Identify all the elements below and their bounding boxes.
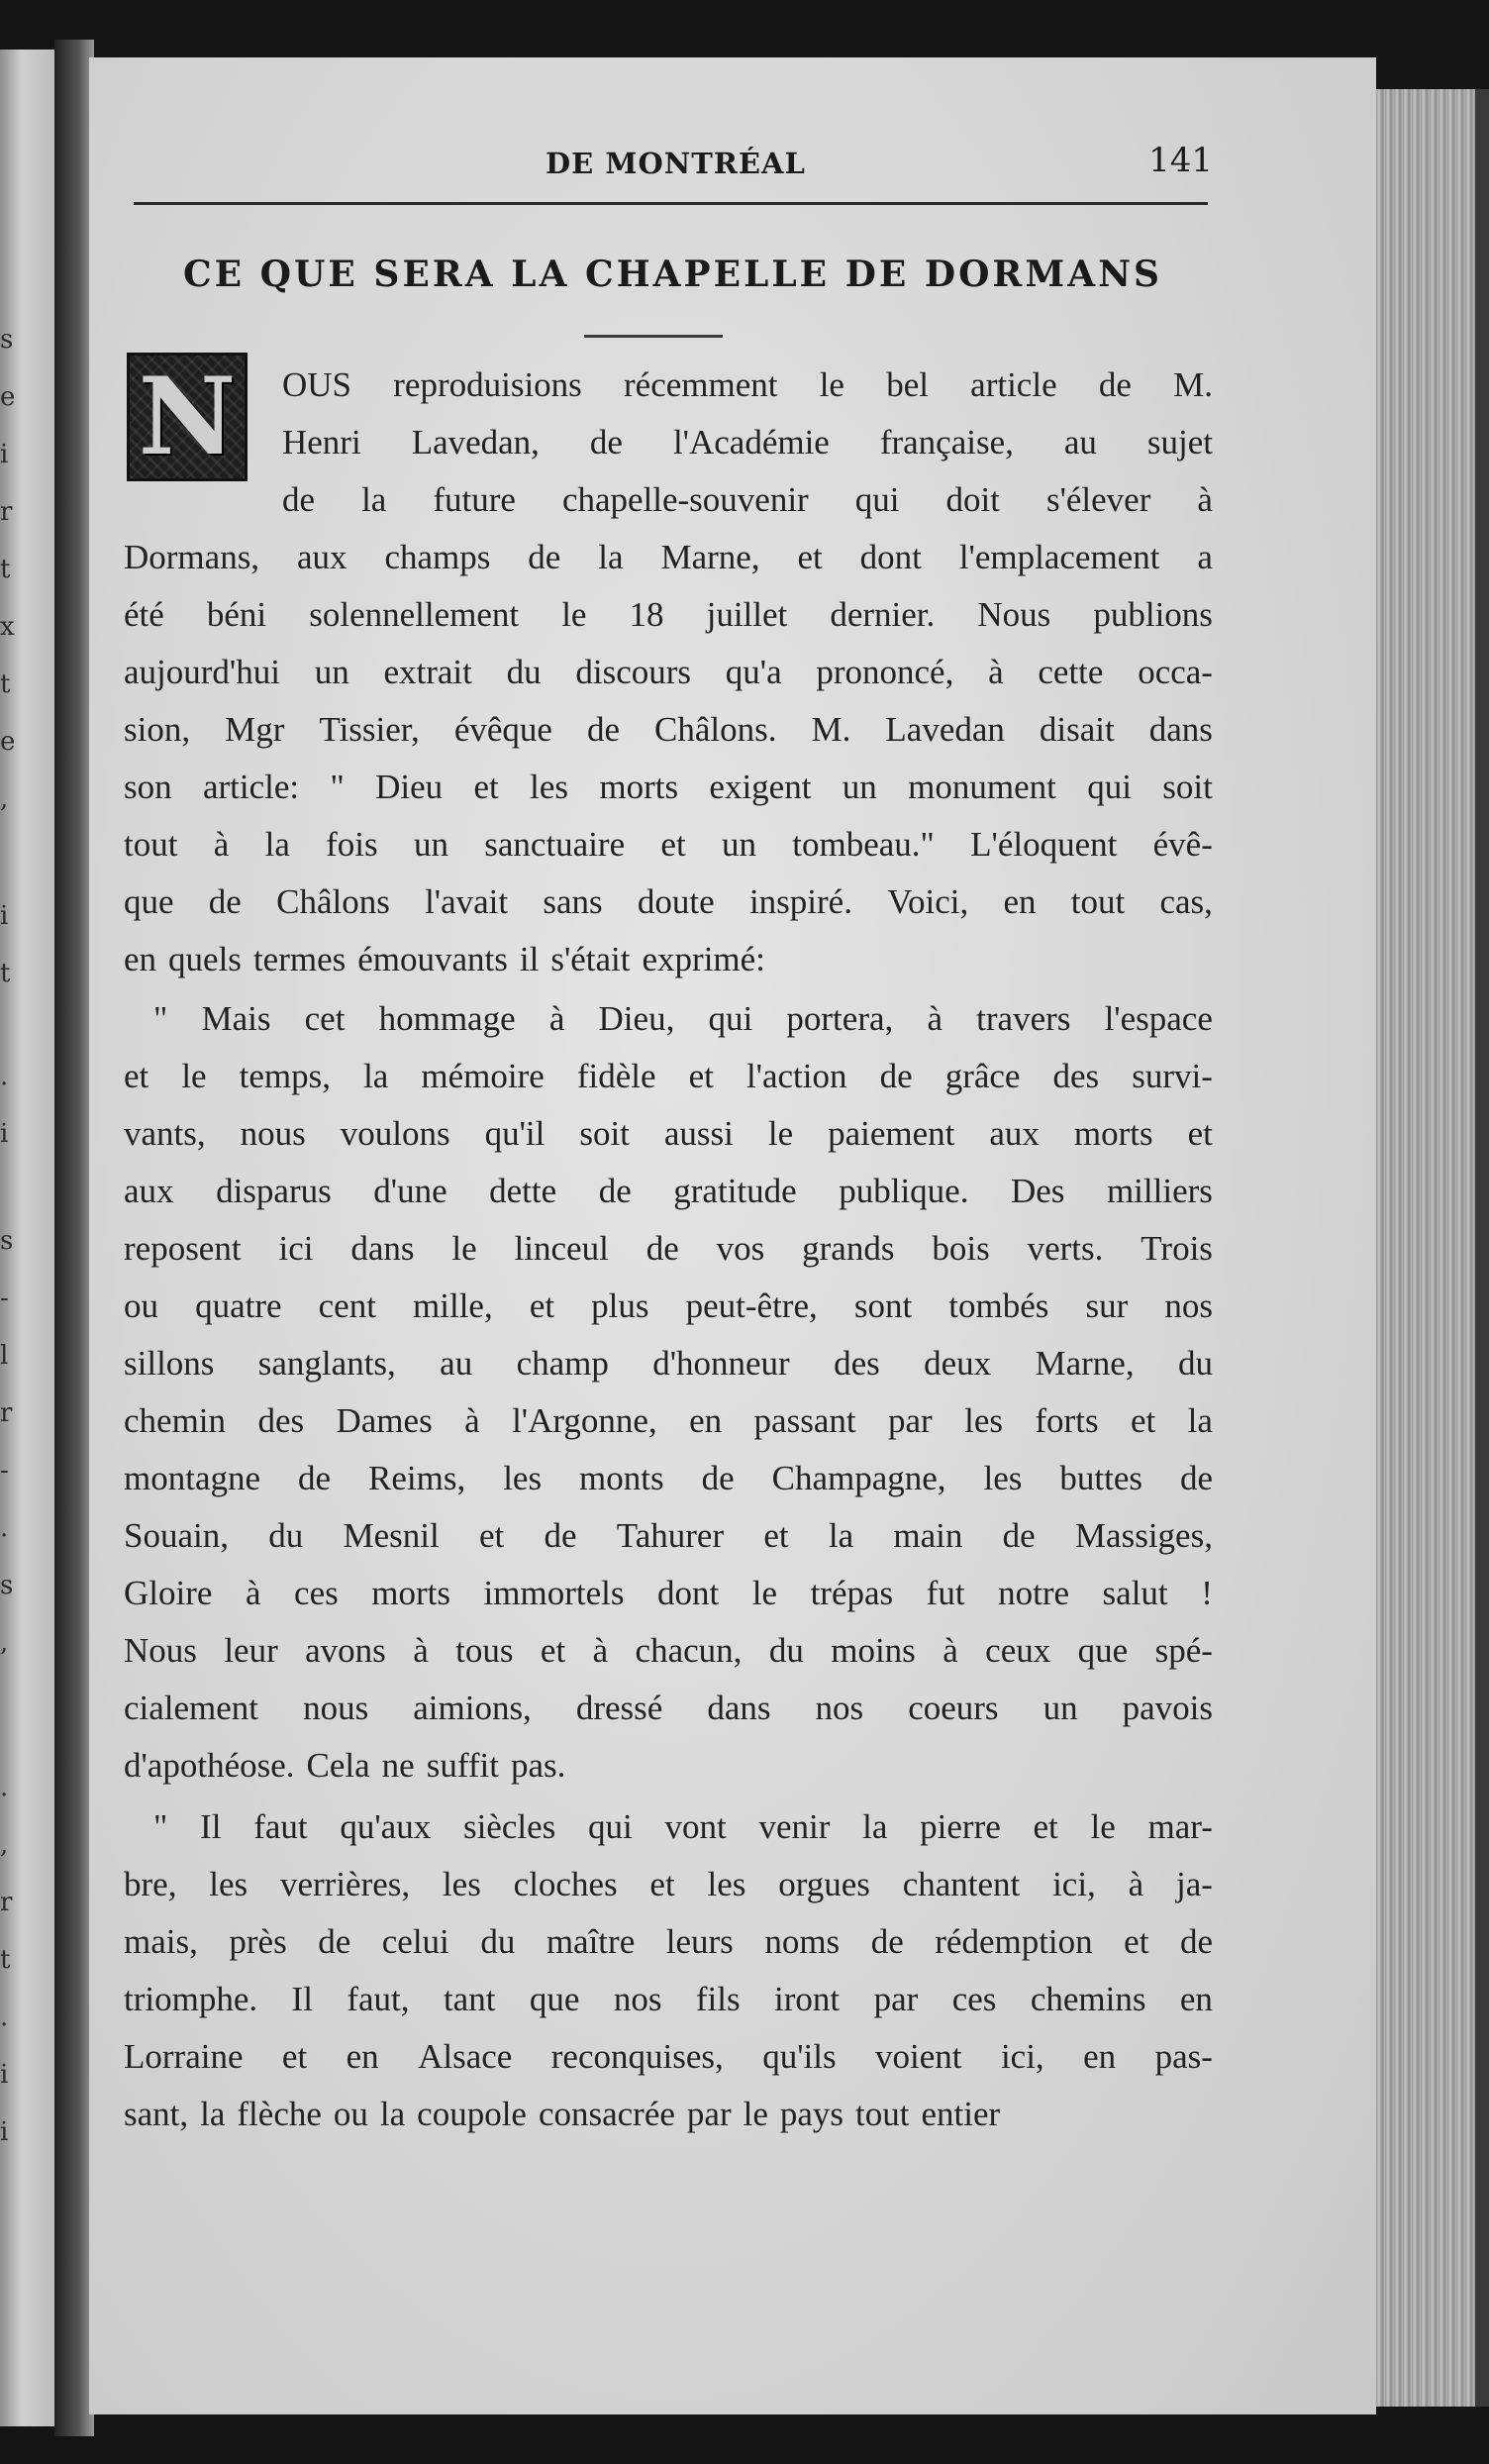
text-line: tout à la fois un sanctuaire et un tombeau." L'éloquent évê- bbox=[124, 825, 1213, 864]
margin-fragment: r bbox=[0, 1888, 13, 1917]
text-line: en quels termes émouvants il s'était exprimé: bbox=[124, 940, 765, 978]
margin-fragment: r bbox=[0, 497, 13, 527]
margin-fragment: r bbox=[0, 1398, 13, 1428]
margin-fragment: - bbox=[0, 1456, 9, 1486]
margin-fragment: . bbox=[0, 1773, 9, 1802]
text-line: sion, Mgr Tissier, évêque de Châlons. M. Lavedan disait dans bbox=[124, 710, 1213, 749]
running-head: DE MONTRÉAL bbox=[546, 147, 806, 180]
margin-fragment: e bbox=[0, 727, 16, 757]
text-line: ou quatre cent mille, et plus peut-être, sont tombés sur nos bbox=[124, 1286, 1213, 1325]
text-line: chemin des Dames à l'Argonne, en passant par les forts et la bbox=[124, 1401, 1213, 1440]
margin-fragment: i bbox=[0, 1119, 9, 1149]
text-line: d'apothéose. Cela ne suffit pas. bbox=[124, 1746, 566, 1785]
margin-fragment: t bbox=[0, 555, 11, 584]
text-line: été béni solennellement le 18 juillet dernier. Nous publions bbox=[124, 595, 1213, 634]
text-line: vants, nous voulons qu'il soit aussi le paiement aux morts et bbox=[124, 1114, 1213, 1153]
margin-fragment: , bbox=[0, 1628, 9, 1658]
margin-fragment: . bbox=[0, 2002, 9, 2032]
text-line: " Mais cet hommage à Dieu, qui portera, à travers l'espace bbox=[153, 999, 1213, 1038]
drop-cap-letter: N bbox=[138, 355, 237, 479]
text-line: aux disparus d'une dette de gratitude publique. Des milliers bbox=[124, 1172, 1213, 1210]
margin-fragment: i bbox=[0, 440, 9, 469]
margin-fragment: e bbox=[0, 382, 16, 412]
section-title: CE QUE SERA LA CHAPELLE DE DORMANS bbox=[183, 254, 1163, 295]
margin-fragment: . bbox=[0, 1062, 9, 1091]
text-line: Gloire à ces morts immortels dont le trépas fut notre salut ! bbox=[124, 1574, 1213, 1612]
margin-fragment: i bbox=[0, 901, 9, 931]
text-line: montagne de Reims, les monts de Champagne, les buttes de bbox=[124, 1459, 1213, 1497]
text-line: " Il faut qu'aux siècles qui vont venir la pierre et le mar- bbox=[153, 1807, 1213, 1846]
text-line: mais, près de celui du maître leurs noms de rédemption et de bbox=[124, 1922, 1213, 1961]
margin-fragment: i bbox=[0, 2060, 9, 2090]
title-ornament-rule bbox=[584, 335, 723, 338]
margin-fragment: s bbox=[0, 1571, 14, 1600]
text-line: Lorraine et en Alsace reconquises, qu'ils voient ici, en pas- bbox=[124, 2037, 1213, 2076]
text-line: sillons sanglants, au champ d'honneur des deux Marne, du bbox=[124, 1344, 1213, 1383]
margin-fragment: t bbox=[0, 669, 11, 699]
margin-fragment: x bbox=[0, 612, 15, 642]
text-line: son article: " Dieu et les morts exigent un monument qui soit bbox=[124, 768, 1213, 806]
text-line: reposent ici dans le linceul de vos grands bois verts. Trois bbox=[124, 1229, 1213, 1268]
text-line: triomphe. Il faut, tant que nos fils iront par ces chemins en bbox=[124, 1980, 1213, 2018]
text-line: OUS reproduisions récemment le bel article de M. bbox=[282, 365, 1213, 404]
margin-fragment: l bbox=[0, 1341, 9, 1371]
text-line: de la future chapelle-souvenir qui doit s'élever à bbox=[282, 480, 1213, 519]
text-line: Henri Lavedan, de l'Académie française, au sujet bbox=[282, 423, 1213, 462]
text-line: aujourd'hui un extrait du discours qu'a prononcé, à cette occa- bbox=[124, 653, 1213, 691]
header-rule bbox=[134, 202, 1208, 205]
text-line: sant, la flèche ou la coupole consacrée par le pays tout entier bbox=[124, 2095, 1001, 2133]
page-number: 141 bbox=[1148, 141, 1213, 180]
previous-page-edge bbox=[0, 50, 54, 2426]
margin-fragment: , bbox=[0, 1830, 9, 1860]
text-line: et le temps, la mémoire fidèle et l'action de grâce des survi- bbox=[124, 1057, 1213, 1095]
margin-fragment: s bbox=[0, 325, 14, 355]
drop-cap bbox=[127, 353, 248, 481]
page-edges-stack bbox=[1376, 89, 1489, 2407]
margin-fragment: . bbox=[0, 1513, 9, 1543]
page-header bbox=[134, 139, 1213, 188]
margin-fragment: t bbox=[0, 959, 11, 988]
margin-fragment: i bbox=[0, 2117, 9, 2147]
margin-fragment: - bbox=[0, 1283, 9, 1313]
book-gutter bbox=[54, 40, 94, 2436]
margin-fragment: t bbox=[0, 1945, 11, 1975]
book-edge-shadow bbox=[1475, 89, 1489, 2407]
margin-fragment: s bbox=[0, 1226, 14, 1256]
margin-fragment: , bbox=[0, 784, 9, 814]
text-line: Souain, du Mesnil et de Tahurer et la main de Massiges, bbox=[124, 1516, 1213, 1555]
text-line: que de Châlons l'avait sans doute inspiré. Voici, en tout cas, bbox=[124, 882, 1213, 921]
text-line: bre, les verrières, les cloches et les orgues chantent ici, à ja- bbox=[124, 1865, 1213, 1903]
text-line: Dormans, aux champs de la Marne, et dont l'emplacement a bbox=[124, 538, 1213, 576]
text-line: Nous leur avons à tous et à chacun, du moins à ceux que spé- bbox=[124, 1631, 1213, 1670]
text-line: cialement nous aimions, dressé dans nos coeurs un pavois bbox=[124, 1689, 1213, 1727]
